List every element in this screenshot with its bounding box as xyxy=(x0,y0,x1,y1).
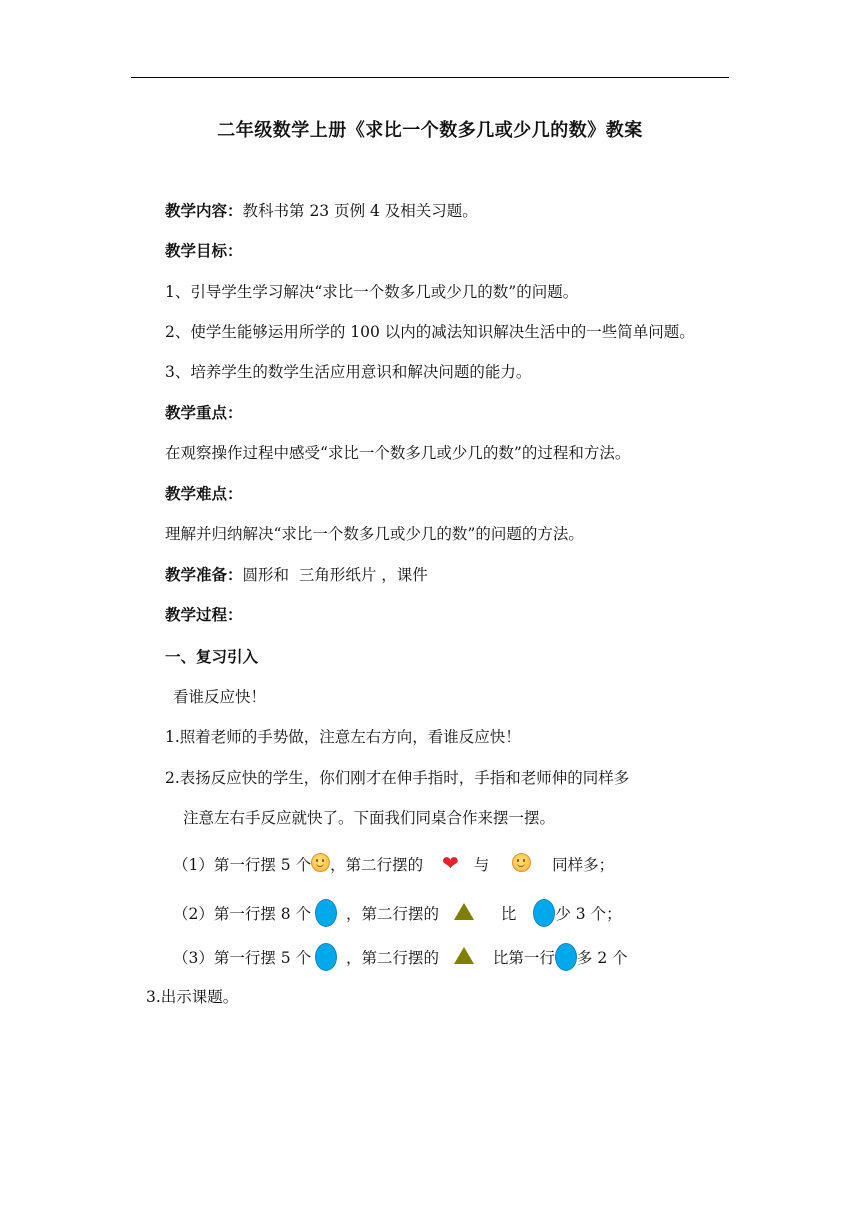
key-text: 在观察操作过程中感受“求比一个数多几或少几的数”的过程和方法。 xyxy=(165,444,631,462)
document-title: 二年级数学上册《求比一个数多几或少几的数》教案 xyxy=(217,120,643,141)
content-text: 教科书第 23 页例 4 及相关习题。 xyxy=(242,202,478,220)
header-rule xyxy=(131,77,729,78)
row1-part-b: ，第二行摆的 xyxy=(330,856,424,874)
smiley-icon xyxy=(512,853,531,872)
content-label: 教学内容： xyxy=(165,202,243,220)
blue-oval-icon xyxy=(555,943,577,971)
process-label: 教学过程： xyxy=(165,606,243,624)
heart-icon: ❤ xyxy=(442,851,459,875)
difficulty-label: 教学难点： xyxy=(165,485,243,503)
exercise-row-1 xyxy=(173,853,614,876)
blue-oval-icon xyxy=(533,899,555,927)
row3-part-d: 多 2 个 xyxy=(576,949,628,967)
section1-heading: 一、复习引入 xyxy=(165,648,259,666)
content-line xyxy=(165,200,478,222)
row3-part-c: 比第一行 xyxy=(492,949,555,967)
blue-oval-icon xyxy=(315,943,337,971)
row1-part-a: （1）第一行摆 5 个 xyxy=(173,856,312,874)
row1-part-d: 同样多； xyxy=(552,856,615,874)
goal-item-1: 1、引导学生学习解决“求比一个数多几或少几的数”的问题。 xyxy=(165,283,579,301)
step-3: 3.出示课题。 xyxy=(146,988,239,1006)
row3-part-a: （3）第一行摆 5 个 xyxy=(173,949,312,967)
row2-part-c: 比 xyxy=(500,905,517,923)
prep-line xyxy=(165,564,428,586)
goals-label: 教学目标： xyxy=(165,242,243,260)
step-2-continued: 注意左右手反应就快了。下面我们同桌合作来摆一摆。 xyxy=(183,809,556,827)
row2-part-d: 少 3 个； xyxy=(555,905,622,923)
key-label: 教学重点： xyxy=(165,404,243,422)
smiley-icon xyxy=(311,853,330,872)
difficulty-text: 理解并归纳解决“求比一个数多几或少几的数”的问题的方法。 xyxy=(165,525,584,543)
goal-item-3: 3、培养学生的数学生活应用意识和解决问题的能力。 xyxy=(165,363,532,381)
blue-oval-icon xyxy=(315,899,337,927)
row3-part-b: ，第二行摆的 xyxy=(346,949,440,967)
row1-part-c: 与 xyxy=(473,856,490,874)
prep-label: 教学准备： xyxy=(165,566,243,584)
row2-part-b: ，第二行摆的 xyxy=(346,905,440,923)
olive-triangle-icon xyxy=(454,903,474,920)
exercise-row-2 xyxy=(173,899,622,927)
prep-text: 圆形和 三角形纸片 ，课件 xyxy=(242,566,428,584)
exercise-row-3 xyxy=(173,943,628,971)
goal-item-2: 2、使学生能够运用所学的 100 以内的减法知识解决生活中的一些简单问题。 xyxy=(165,323,695,341)
olive-triangle-icon xyxy=(454,947,474,964)
step-1: 1.照着老师的手势做，注意左右方向，看谁反应快！ xyxy=(165,728,521,746)
step-2: 2.表扬反应快的学生，你们刚才在伸手指时，手指和老师伸的同样多 xyxy=(165,769,630,787)
section1-intro: 看谁反应快！ xyxy=(173,688,267,706)
row2-part-a: （2）第一行摆 8 个 xyxy=(173,905,312,923)
